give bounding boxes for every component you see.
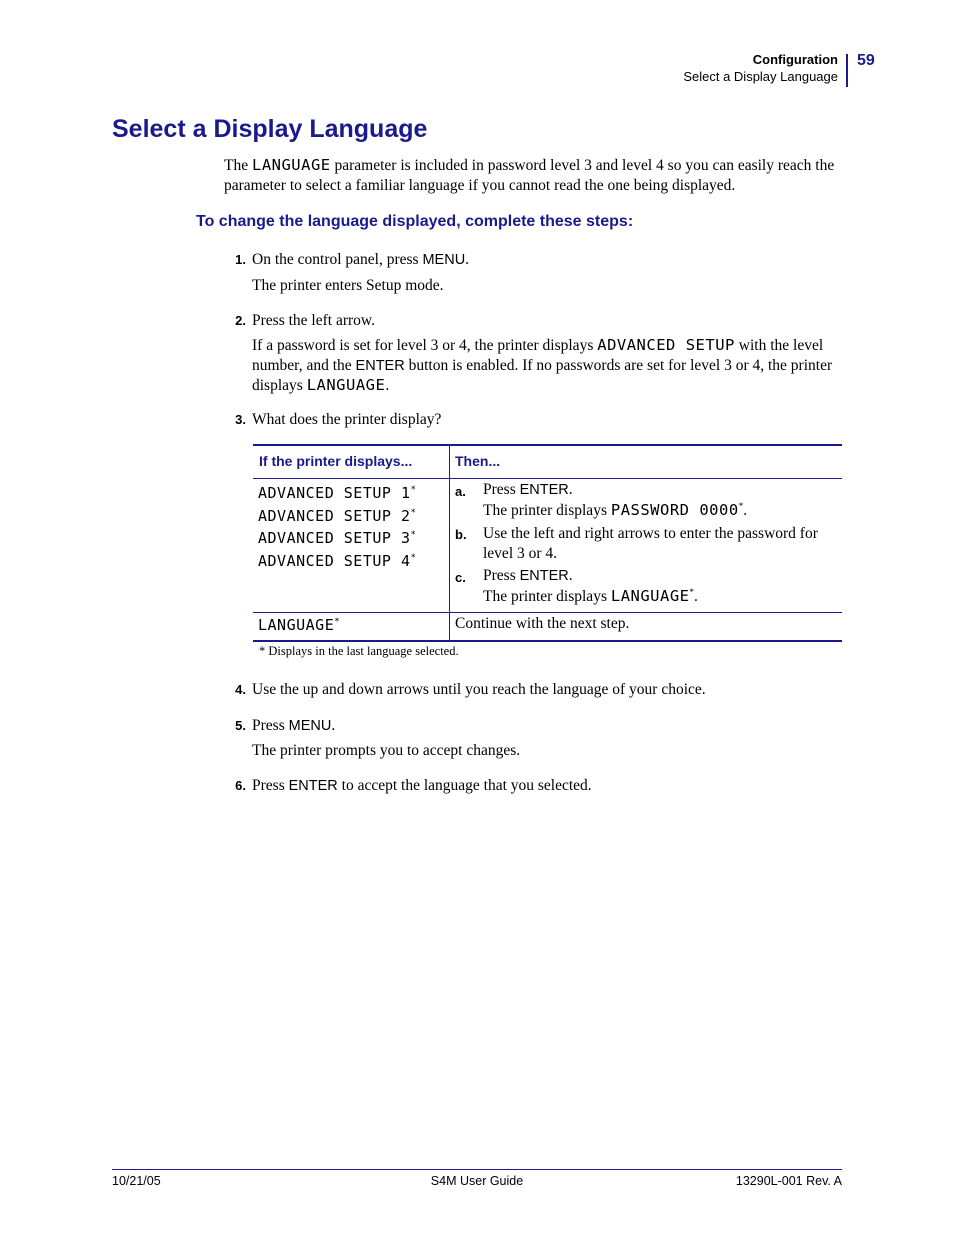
- intro-paragraph: The LANGUAGE parameter is included in password level 3 and level 4 so you can easily reach the parameter to select a familiar language if you cannot read the one being displayed.: [224, 156, 835, 194]
- step-number: 5.: [235, 718, 246, 733]
- step-number: 3.: [235, 412, 246, 427]
- step-number: 1.: [235, 252, 246, 267]
- footer-date: 10/21/05: [112, 1174, 161, 1188]
- table-cell-display-language: LANGUAGE*: [258, 616, 341, 634]
- sub-step-text: Press ENTER.: [483, 481, 573, 498]
- footer-doc-number: 13290L-001 Rev. A: [735, 1174, 842, 1188]
- step-text: Use the up and down arrows until you reach the language of your choice.: [252, 681, 706, 698]
- step-text: Press ENTER to accept the language that you selected.: [252, 777, 592, 794]
- display-value: ADVANCED SETUP 4*: [258, 551, 417, 570]
- step-text: Press MENU.: [252, 717, 336, 734]
- sub-step-text: Use the left and right arrows to enter the password for level 3 or 4.: [483, 525, 818, 562]
- running-header-topic: Select a Display Language: [683, 69, 838, 84]
- sub-step-letter: a.: [455, 484, 466, 499]
- code-language: LANGUAGE: [251, 156, 331, 174]
- sub-step-letter: c.: [455, 570, 466, 585]
- step-text: Press the left arrow.: [252, 312, 375, 329]
- page-title: Select a Display Language: [112, 115, 428, 143]
- step-text: On the control panel, press MENU.: [252, 251, 470, 268]
- table-header-displays: If the printer displays...: [259, 453, 413, 469]
- page-number: 59: [857, 52, 875, 69]
- table-header-then: Then...: [455, 453, 501, 469]
- step-number: 2.: [235, 313, 246, 328]
- display-value: ADVANCED SETUP 2*: [258, 506, 417, 525]
- step-note: The printer prompts you to accept changes.: [252, 742, 521, 759]
- step-note: If a password is set for level 3 or 4, the printer displays ADVANCED SETUP with the level number, and the ENTER button is enabled. If no passwords are set for level 3 or 4, the printer displays LANGUAGE.: [252, 336, 833, 394]
- step-text: What does the printer display?: [252, 411, 442, 428]
- display-table: [253, 444, 842, 642]
- display-value: ADVANCED SETUP 1*: [258, 484, 417, 502]
- table-footnote: * Displays in the last language selected.: [259, 644, 459, 658]
- footer-guide-title: S4M User Guide: [430, 1174, 524, 1188]
- footer-rule: [112, 1169, 842, 1170]
- running-header-section: Configuration: [752, 52, 838, 67]
- display-value: ADVANCED SETUP 3*: [258, 529, 417, 547]
- step-number: 4.: [235, 682, 246, 697]
- step-number: 6.: [235, 778, 246, 793]
- table-cell-action: Continue with the next step.: [455, 615, 630, 632]
- sub-step-text: Press ENTER.: [483, 567, 573, 584]
- step-note: The printer enters Setup mode.: [252, 277, 444, 294]
- sub-step-letter: b.: [455, 527, 467, 542]
- header-divider: [846, 54, 848, 87]
- sub-step-note: The printer displays PASSWORD 0000*.: [483, 500, 748, 519]
- sub-step-note: The printer displays LANGUAGE*.: [483, 586, 698, 605]
- procedure-heading: To change the language displayed, complete these steps:: [196, 213, 634, 230]
- table-cell-displays: [258, 482, 416, 572]
